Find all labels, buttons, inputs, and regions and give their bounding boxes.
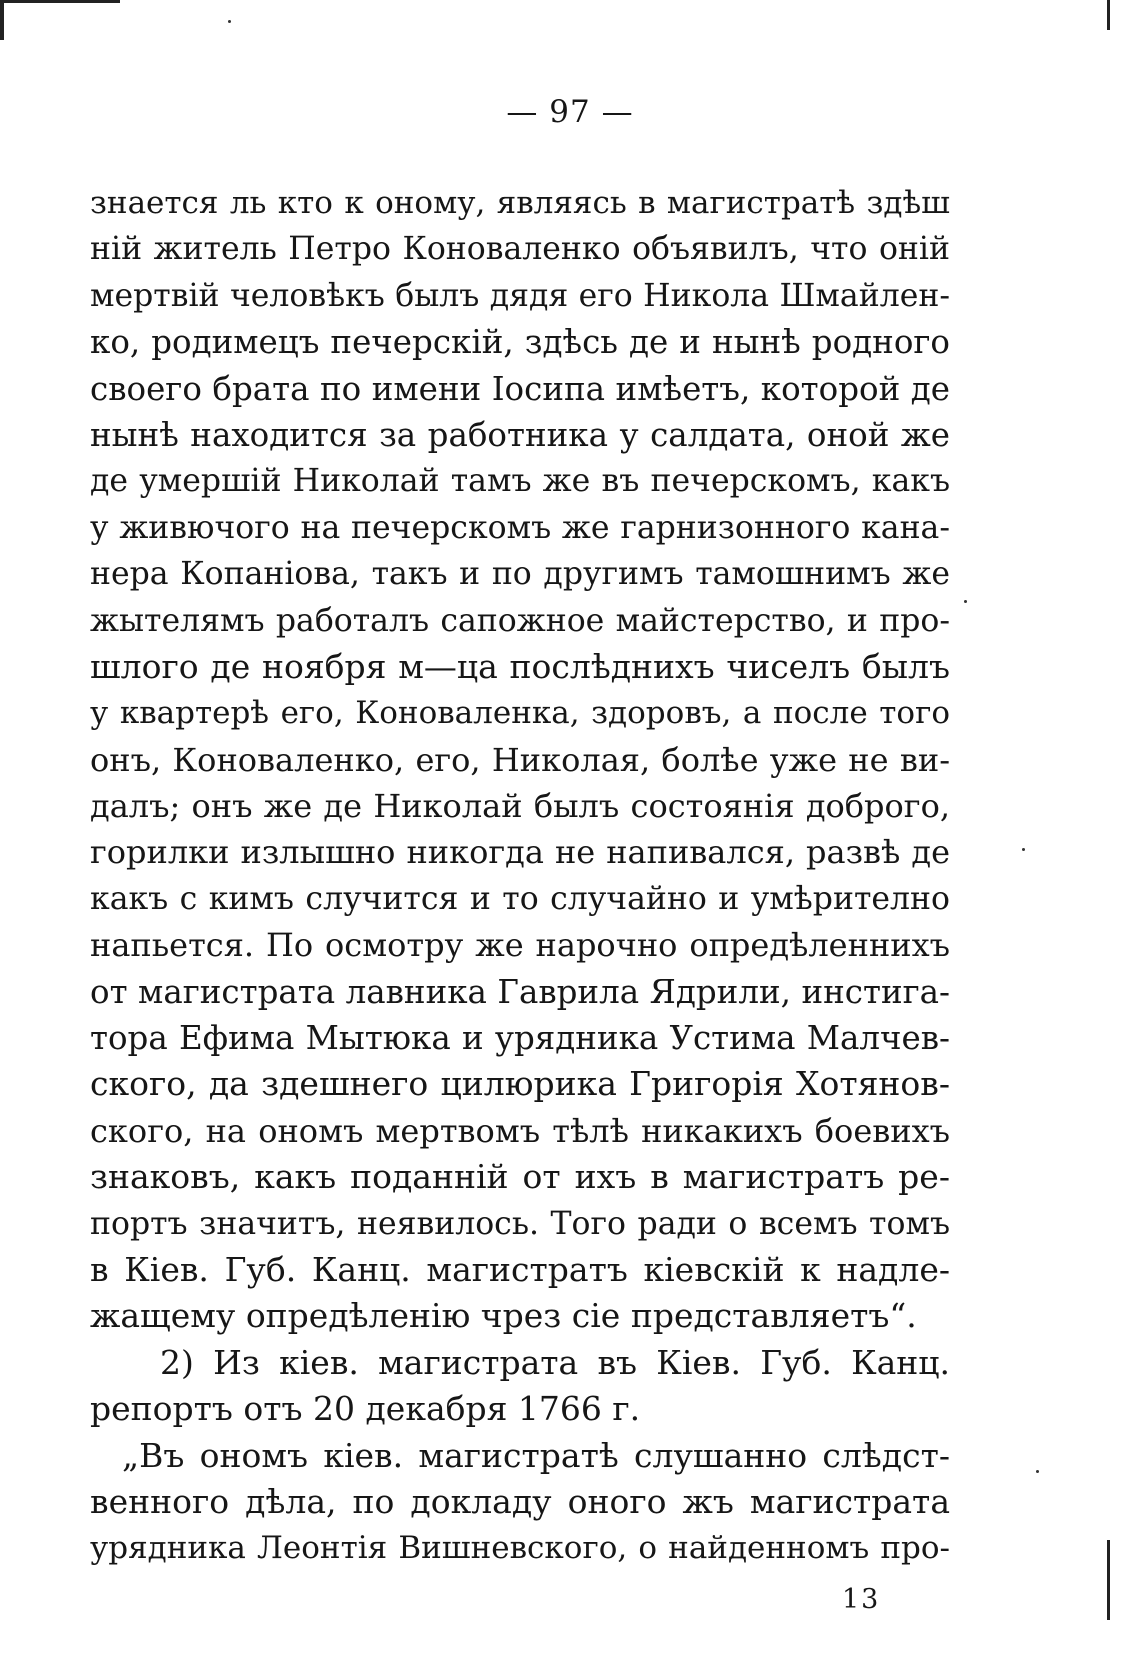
text-line: тора Ефима Мытюка и урядника Устима Малчев- bbox=[90, 1019, 950, 1058]
text-line: репортъ отъ 20 декабря 1766 г. bbox=[90, 1389, 641, 1429]
text-line: онъ, Коноваленко, его, Николая, болѣе уже не ви- bbox=[90, 740, 950, 779]
text-line: мертвій человѣкъ былъ дядя его Никола Шмайлен- bbox=[90, 277, 950, 314]
scan-speck bbox=[1022, 848, 1025, 851]
right-edge-mark bbox=[1107, 0, 1110, 30]
left-border-rule bbox=[0, 0, 4, 40]
text-line: знается ль кто к оному, являясь в магистратѣ здѣш bbox=[90, 185, 950, 221]
text-line: жащему опредѣленію чрез сіе представляетъ“. bbox=[90, 1296, 917, 1336]
text-line: нера Копаніова, такъ и по другимъ тамошнимъ же bbox=[90, 556, 950, 593]
text-line: ко, родимецъ печерскій, здѣсь де и нынѣ родного bbox=[90, 323, 950, 362]
top-border-rule bbox=[0, 0, 120, 3]
scan-speck bbox=[964, 600, 967, 603]
text-line: своего брата по имени Іосипа имѣетъ, которой де bbox=[90, 369, 950, 408]
right-edge-mark bbox=[1107, 1540, 1110, 1620]
scan-speck bbox=[228, 20, 231, 23]
text-line: какъ с кимъ случится и то случайно и умѣрително bbox=[90, 880, 950, 917]
page-number-header: — 97 — bbox=[506, 94, 634, 130]
text-line: напьется. По осмотру же нарочно опредѣленнихъ bbox=[90, 926, 950, 965]
text-line: знаковъ, какъ поданній от ихъ в магистратъ ре- bbox=[90, 1157, 950, 1197]
text-line: нынѣ находится за работника у салдата, оной же bbox=[90, 415, 950, 454]
text-line: де умершій Николай тамъ же въ печерскомъ, какъ bbox=[90, 463, 950, 500]
body-text bbox=[90, 180, 950, 1572]
text-line: жытелямъ работалъ сапожное майстерство, и про- bbox=[90, 602, 950, 639]
text-line: у квартерѣ его, Коноваленка, здоровъ, а после того bbox=[90, 695, 950, 732]
text-line: венного дѣла, по докладу оного жъ магистрата bbox=[90, 1481, 950, 1521]
text-line: ского, да здешнего цилюрика Григорія Хотянов- bbox=[90, 1064, 950, 1104]
text-line: далъ; онъ же де Николай былъ состоянія доброго, bbox=[90, 787, 950, 826]
text-line: ній житель Петро Коноваленко объявилъ, что оній bbox=[90, 231, 950, 268]
scan-speck bbox=[1036, 1470, 1039, 1473]
signature-mark: 13 bbox=[842, 1584, 881, 1615]
text-line: в Кіев. Губ. Канц. магистратъ кіевскій к надле- bbox=[90, 1249, 950, 1289]
text-line: шлого де ноября м—ца послѣднихъ чиселъ былъ bbox=[90, 646, 950, 686]
text-line: от магистрата лавника Гаврила Ядрили, инстига- bbox=[90, 972, 950, 1011]
text-line: урядника Леонтія Вишневского, о найденномъ про- bbox=[90, 1530, 950, 1567]
text-line: портъ значитъ, неявилось. Того ради о всемъ томъ bbox=[90, 1205, 950, 1242]
text-line: 2) Из кіев. магистрата въ Кіев. Губ. Канц. bbox=[160, 1342, 950, 1382]
text-line: „Въ ономъ кіев. магистратѣ слушанно слѣдст- bbox=[122, 1435, 950, 1475]
text-line: горилки излышно никогда не напивался, развѣ де bbox=[90, 833, 950, 872]
text-line: у живючого на печерскомъ же гарнизонного кана- bbox=[90, 509, 950, 546]
text-line: ского, на ономъ мертвомъ тѣлѣ никакихъ боевихъ bbox=[90, 1111, 950, 1150]
